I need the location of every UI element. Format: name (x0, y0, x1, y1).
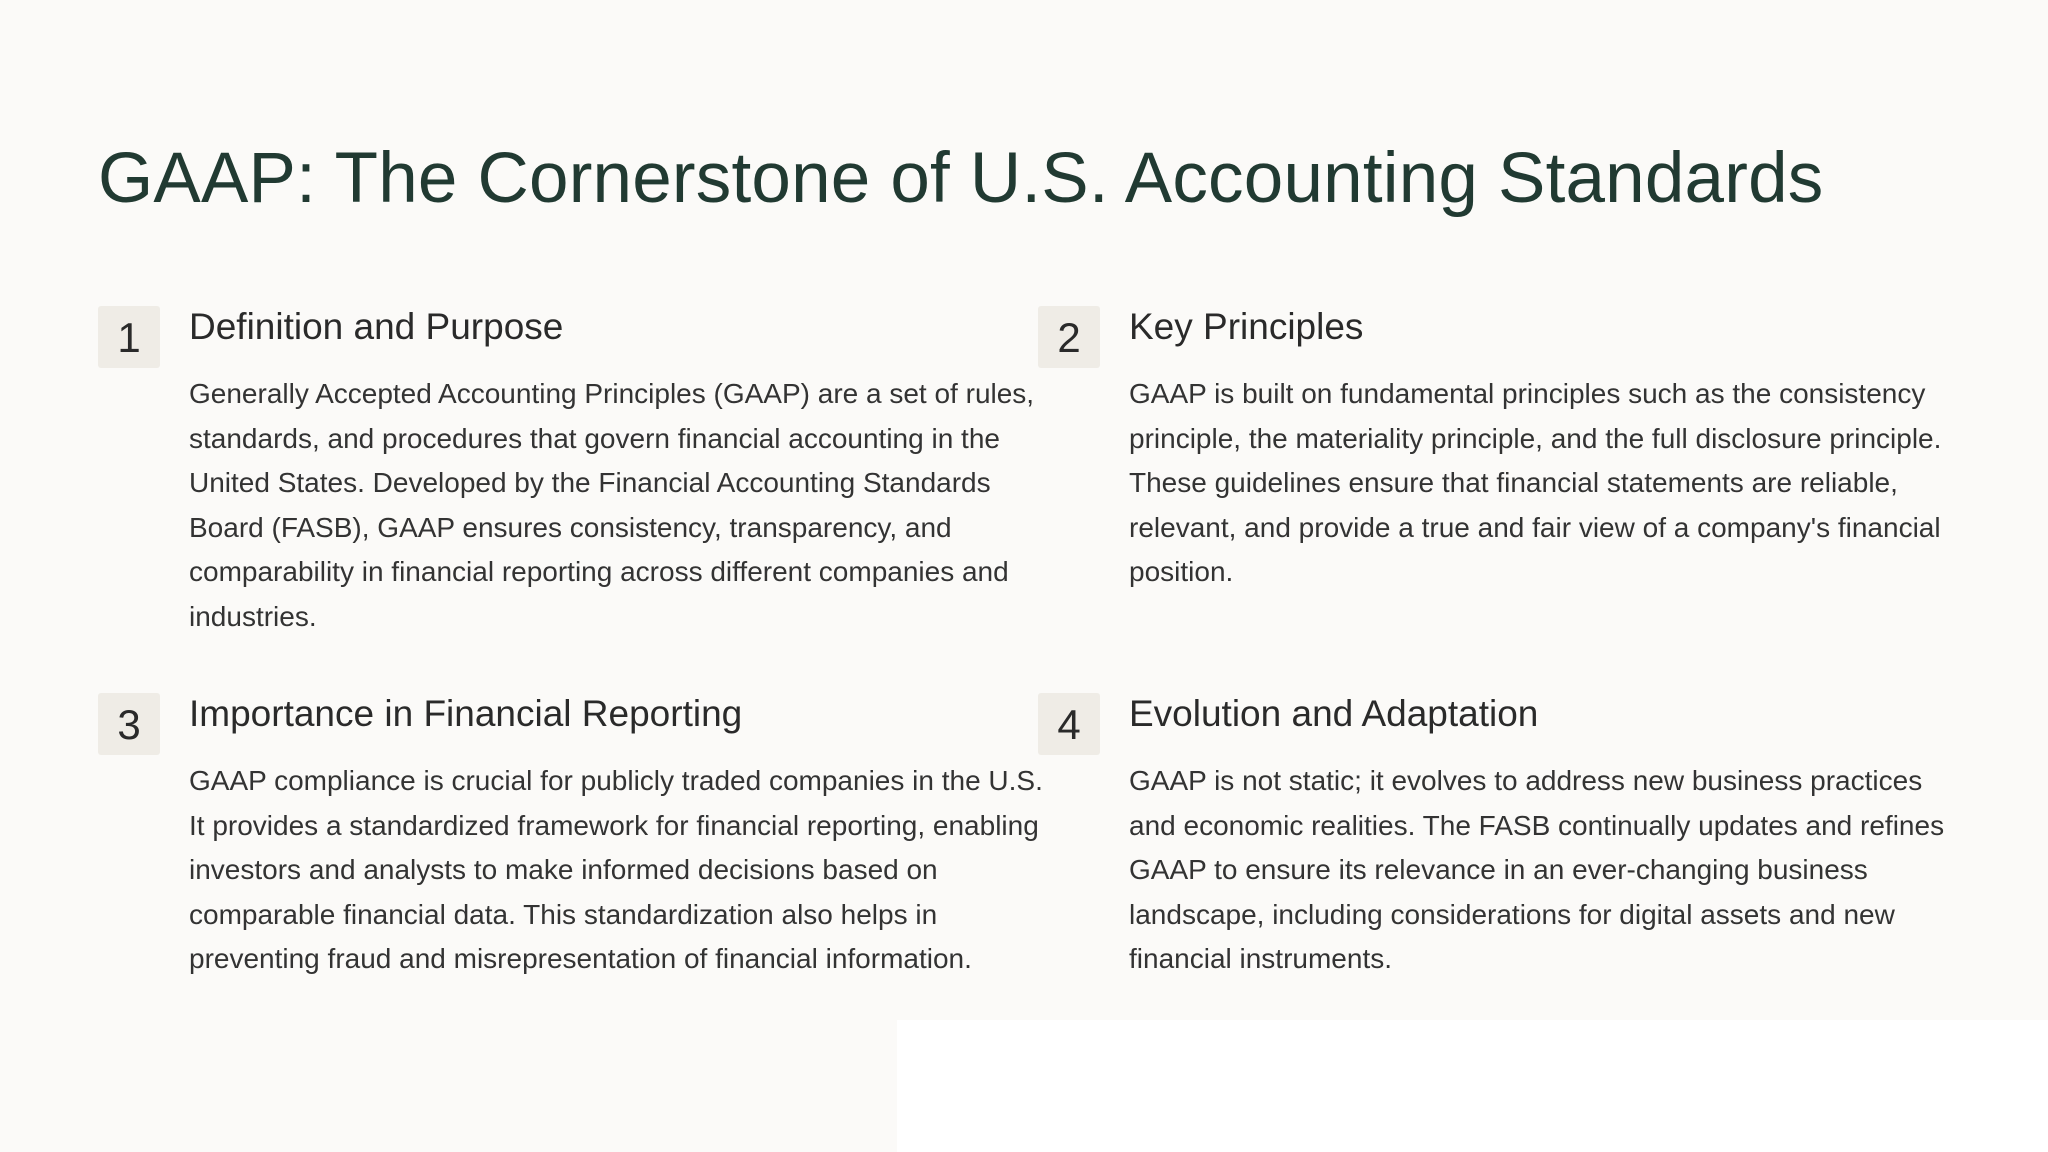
item-body: Generally Accepted Accounting Principles (GAAP) are a set of rules, standards, and procedures that govern financial accounting in the United States. Developed by the Financial Accounting Standards Board (FASB), GAAP ensures consistency, transparency, and comparability in financial reporting across different companies and industries. (189, 378, 1035, 632)
item-heading: Evolution and Adaptation (1129, 693, 1539, 734)
item-body: GAAP is not static; it evolves to address new business practices and economic realities. The FASB continually updates and refines GAAP to ensure its relevance in an ever-changing business landscape, including considerations for digital assets and new financial instruments. (1129, 765, 1945, 974)
page-title: GAAP: The Cornerstone of U.S. Accounting Standards (98, 139, 1824, 218)
item-body: GAAP is built on fundamental principles such as the consistency principle, the materiality principle, and the full disclosure principle. These guidelines ensure that financial statements are reliable, relevant, and provide a true and fair view of a company's financial position. (1129, 378, 1942, 587)
item-number-badge: 1 (98, 306, 160, 368)
item-number-badge: 2 (1038, 306, 1100, 368)
item-number-badge: 3 (98, 693, 160, 755)
item-heading: Importance in Financial Reporting (189, 693, 743, 734)
item-heading: Key Principles (1129, 306, 1364, 347)
item-number-badge: 4 (1038, 693, 1100, 755)
background-panel (897, 1020, 2048, 1152)
item-body: GAAP compliance is crucial for publicly traded companies in the U.S. It provides a standardized framework for financial reporting, enabling investors and analysts to make informed decisions based on comparable financial data. This standardization also helps in preventing fraud and misrepresentation of financial information. (189, 765, 1043, 974)
item-heading: Definition and Purpose (189, 306, 564, 347)
